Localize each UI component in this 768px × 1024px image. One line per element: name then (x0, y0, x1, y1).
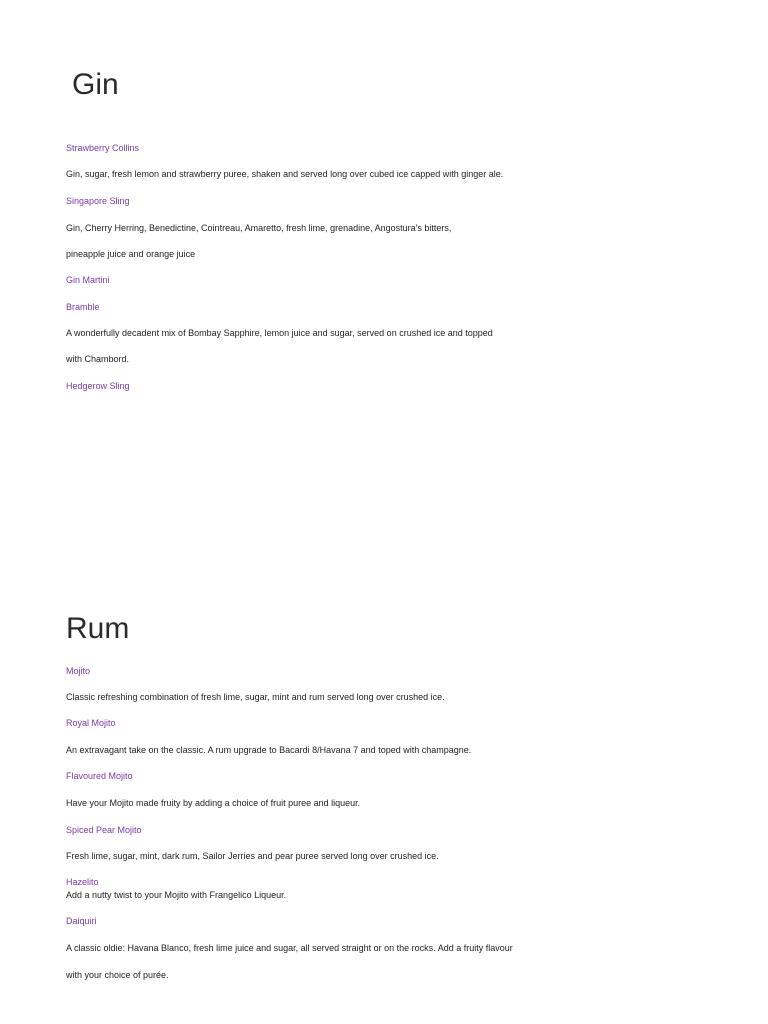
drink-description: with Chambord. (66, 354, 130, 364)
drink-description: Have your Mojito made fruity by adding a choice of fruit puree and liqueur. (66, 798, 361, 808)
drink-description: A wonderfully decadent mix of Bombay Sapphire, lemon juice and sugar, served on crushed ice and topped (66, 328, 493, 338)
drink-description: An extravagant take on the classic. A rum upgrade to Bacardi 8/Havana 7 and toped with champagne. (66, 745, 472, 755)
drink-name: Flavoured Mojito (66, 771, 133, 781)
section-heading-rum: Rum (66, 612, 130, 645)
drink-name: Singapore Sling (66, 196, 130, 206)
drink-name: Bramble (66, 302, 100, 312)
drink-description: Gin, Cherry Herring, Benedictine, Cointreau, Amaretto, fresh lime, grenadine, Angostura's bitters, (66, 223, 452, 233)
drink-name: Hedgerow Sling (66, 381, 130, 391)
section-heading-gin: Gin (72, 68, 119, 101)
drink-name: Royal Mojito (66, 718, 116, 728)
drink-name: Gin Martini (66, 275, 110, 285)
drink-description: with your choice of purée. (66, 970, 169, 980)
drink-name: Spiced Pear Mojito (66, 825, 142, 835)
drink-name: Daiquiri (66, 916, 97, 926)
drink-description: Fresh lime, sugar, mint, dark rum, Sailor Jerries and pear puree served long over crushed ice. (66, 851, 439, 861)
drink-description: pineapple juice and orange juice (66, 249, 196, 259)
drink-name: Mojito (66, 666, 91, 676)
drink-description: Add a nutty twist to your Mojito with Frangelico Liqueur. (66, 890, 287, 900)
drink-description: Gin, sugar, fresh lemon and strawberry puree, shaken and served long over cubed ice capped with ginger ale. (66, 169, 504, 179)
drink-name: Hazelito (66, 877, 99, 887)
drink-name: Strawberry Collins (66, 143, 140, 153)
drink-description: Classic refreshing combination of fresh lime, sugar, mint and rum served long over crushed ice. (66, 692, 445, 702)
drink-description: A classic oldie: Havana Blanco, fresh lime juice and sugar, all served straight or on the rocks. Add a fruity flavour (66, 943, 513, 953)
